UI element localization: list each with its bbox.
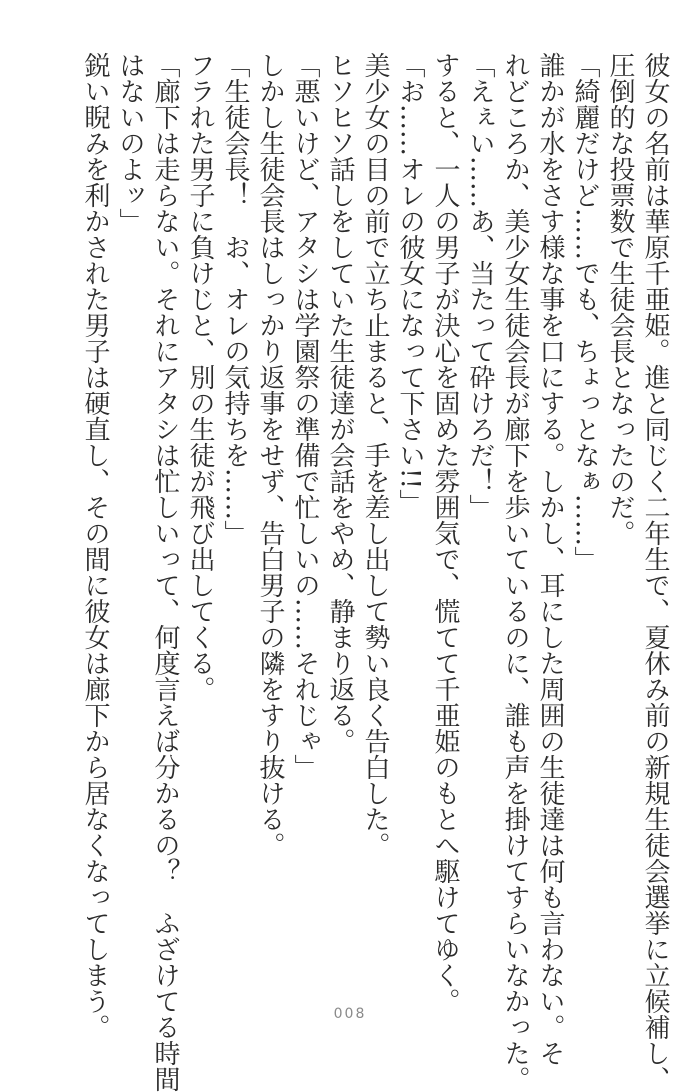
page-number: 008 — [333, 1006, 367, 1022]
text-line: 「悪いけど、アタシは学園祭の準備で忙しいの……それじゃ」 — [290, 52, 320, 780]
text-line: れどころか、美少女生徒会長が廊下を歩いているのに、誰も声を掛けてすらいなかった。 — [500, 52, 530, 1092]
text-line: ヒソヒソ話しをしていた生徒達が会話をやめ、静まり返る。 — [325, 52, 355, 754]
text-line: 「生徒会長！ お、オレの気持ちを……」 — [220, 52, 250, 546]
text-line: 「綺麗だけど……でも、ちょっとなぁ……」 — [570, 52, 600, 572]
text-line: フラれた男子に負けじと、別の生徒が飛び出してくる。 — [185, 52, 215, 702]
text-line: しかし生徒会長はしっかり返事をせず、告白男子の隣をすり抜ける。 — [255, 52, 285, 858]
text-line: 「えぇい……あ、当たって砕けろだ！」 — [465, 52, 495, 520]
text-line: 「廊下は走らない。それにアタシは忙しいって、何度言えば分かるの？ ふざけてる時間 — [150, 52, 180, 1092]
text-line: 誰かが水をさす様な事を口にする。しかし、耳にした周囲の生徒達は何も言わない。そ — [535, 52, 565, 1066]
text-line: 鋭い睨みを利かされた男子は硬直し、その間に彼女は廊下から居なくなってしまう。 — [80, 52, 110, 1040]
text-line: 美少女の目の前で立ち止まると、手を差し出して勢い良く告白した。 — [360, 52, 390, 858]
text-line: すると、一人の男子が決心を固めた雰囲気で、慌てて千亜姫のもとへ駆けてゆく。 — [430, 52, 460, 1014]
text-line: はないのよッ」 — [115, 52, 145, 234]
text-line: 彼女の名前は華原千亜姫。進と同じく二年生で、夏休み前の新規生徒会選挙に立候補し、 — [640, 52, 670, 1092]
text-line: 圧倒的な投票数で生徒会長となったのだ。 — [605, 52, 635, 546]
text-line: 「お……オレの彼女になって下さい!!」 — [395, 52, 425, 515]
